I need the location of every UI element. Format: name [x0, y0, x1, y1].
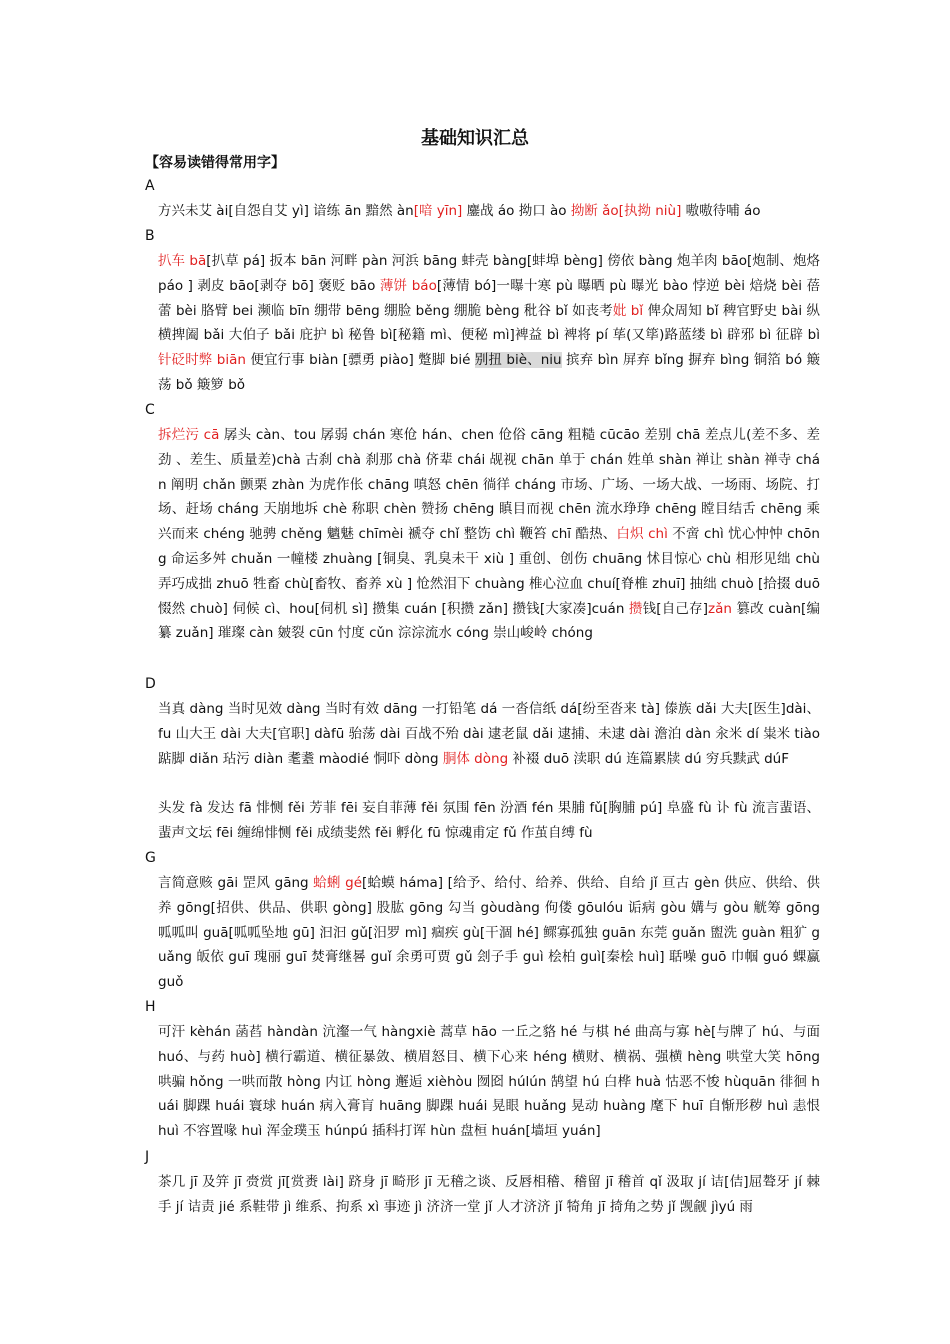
text-run: 便宜行事 biàn [骠勇 piào] 蹩脚 bié: [245, 352, 475, 369]
text-run: 孱头 càn、tou 孱弱 chán 寒伧 hán、chen 伧俗 cāng 粗糙 cūcāo 差别 chā 差点儿(差不多、差劲 、差生、质量差)chà 古刹 chà 刹那 chà 侪辈 chái 觇视 chān 单于 chán 姓单 shàn 禅让 shàn 禅寺 chán 阐明 chǎn 颤栗 zhàn 为虎作伥 chāng 嗔怒 chēn 徜徉 cháng 市场、广场、一场大战、一场雨、场院、打场、赶场 cháng 天崩地坼 chè 称职 chèn 赞扬 chēng 瞋目而视 chēn 流水琤琤 chēng 瞠目结舌 chēng 乘兴而来 chéng 驰骋 chěng 魑魅 chīmèi 褫夺 chǐ 整饬 chì 鞭笞 chī 酷热、: [158, 427, 820, 543]
section-content: [145, 871, 820, 995]
highlighted-term: 拆烂污 cā: [158, 427, 220, 443]
highlighted-term: 白炽 chì: [616, 526, 668, 543]
highlighted-term: 妣 bǐ: [612, 302, 644, 319]
text-run: 摈弃 bìn 屏弃 bǐng 摒弃 bìng 铜箔 bó 簸荡 bǒ 簸箩 bǒ: [158, 352, 821, 393]
section-content: [145, 199, 820, 224]
text-run: 嗷嗷待哺 áo: [681, 203, 761, 219]
text-run: 钱[自己存]: [642, 600, 709, 617]
highlighted-term: 针砭时弊 biān: [158, 352, 246, 369]
text-run: 不啻 chì 忧心忡忡 chōng 命运多舛 chuǎn 一幢楼 zhuàng [铜臭、乳臭未干 xiù ] 重创、创伤 chuāng 怵目惊心 chù 相形见绌 chù 弄巧成拙 zhuō 牲畜 chù[畜牧、畜养 xù ] 怆然泪下 chuàng 椎心泣血 chuí[脊椎 zhuī] 抽绌 chuò [拾掇 duō 惙然 chuò] 伺候 cì、hou[伺机 sì] 攒集 cuán [积攒 zǎn] 攒钱[大家凑]cuán: [158, 526, 820, 617]
highlighted-term: 胴体 dòng: [442, 750, 509, 767]
page-title: 基础知识汇总: [421, 128, 529, 149]
highlighted-term: [喑 yīn]: [413, 203, 463, 219]
section-letter: B: [145, 228, 155, 244]
section-content: [145, 796, 820, 846]
section-content: [145, 1170, 820, 1220]
section-j: [145, 1145, 820, 1220]
text-run: 言简意赅 gāi 罡风 gāng: [158, 875, 314, 891]
section-d: [145, 672, 820, 771]
highlighted-term: 攒: [628, 600, 643, 617]
text-run: 篡改 cuàn[编纂 zuǎn] 璀璨 càn 皴裂 cūn 忖度 cǔn 淙淙流水 cóng 崇山峻岭 chóng: [158, 600, 820, 642]
text-run: [扒草 pá] 扳本 bān 河畔 pàn 河浜 bāng 蚌壳 bàng[蚌埠 bèng] 傍依 bàng 炮羊肉 bāo[炮制、炮烙 páo ] 剥皮 bāo[剥夺 bō] 褒贬 bāo: [158, 253, 820, 294]
section-b: [145, 224, 820, 398]
section-letter: J: [145, 1149, 150, 1165]
text-run: 鏖战 áo 拗口 ào: [462, 203, 571, 219]
text-run: 俾众周知 bǐ 稗官野史 bài 纵横捭阖 bǎi 大伯子 bǎi 庇护 bì 秘鲁 bì[秘籍 mì、便秘 mì]裨益 bì 裨将 pí 荜(又筚)路蓝缕 bì 辟邪 bì 征辟 bì: [158, 302, 820, 344]
section-g: [145, 846, 820, 995]
highlighted-term: 薄饼 báo: [379, 277, 437, 294]
section-content: [145, 1020, 820, 1144]
text-run: 补裰 duō 渎职 dú 连篇累牍 dú 穷兵黩武 dúF: [508, 750, 789, 767]
section-letter: C: [145, 402, 155, 418]
shaded-term: 别扭 biè、niu: [474, 352, 562, 369]
text-run: 头发 fà 发达 fā 悱恻 fěi 芳菲 fēi 妄自菲薄 fěi 氛围 fēn 汾酒 fén 果脯 fǔ[胸脯 pú] 阜盛 fù 讣 fù 流言蜚语、蜚声文坛 fēi 缠绵悱恻 fěi 成绩斐然 fěi 孵化 fū 惊魂甫定 fǔ 作茧自缚 fù: [158, 800, 820, 841]
section-c: [145, 398, 820, 646]
section-content: [145, 423, 820, 646]
section-letter: G: [145, 850, 156, 866]
section-letter: D: [145, 676, 156, 692]
section-content: [145, 249, 820, 398]
section-a: [145, 174, 820, 224]
section-heading: 【容易读错得常用字】: [145, 155, 285, 171]
section-letter: H: [145, 999, 156, 1015]
section-f: [145, 796, 820, 846]
highlighted-term: 蛤蜊 gé: [313, 875, 363, 891]
section-letter: A: [145, 178, 155, 194]
text-run: 当真 dàng 当时见效 dàng 当时有效 dāng 一打铅笔 dá 一沓信纸 dá[纷至沓来 tà] 傣族 dǎi 大夫[医生]dài、fu 山大王 dài 大夫[官职] dàfū 骀荡 dài 百战不殆 dài 逮老鼠 dǎi 逮捕、未逮 dài 澹泊 dàn 汆米 dí 粜米 tiào 踮脚 diǎn 玷污 diàn 耄耋 màodié 恫吓 dòng: [158, 701, 820, 767]
text-run: [薄情 bó]一曝十寒 pù 曝晒 pù 曝光 bào 悖逆 bèi 焙烧 bèi 蓓蕾 bèi 胳臂 bei 濒临 bīn 绷带 bēng 绷脸 běng 绷脆 bèng 秕谷 bǐ 如丧考: [158, 277, 820, 319]
text-run: 方兴未艾 ài[自怨自艾 yì] 谙练 ān 黯然 àn: [158, 203, 414, 219]
highlighted-term: zǎn: [708, 600, 732, 617]
highlighted-term: 拗断 ǎo[执拗 niù]: [570, 203, 682, 219]
text-run: 可汗 kèhán 菡萏 hàndàn 沆瀣一气 hàngxiè 蒿草 hāo 一丘之貉 hé 与棋 hé 曲高与寡 hè[与牌了 hú、与面 huó、与药 huò] 横行霸道、横征暴敛、横眉怒目、横下心来 héng 横财、横祸、强横 hèng 哄堂大笑 hōng 哄骗 hǒng 一哄而散 hòng 内讧 hòng 邂逅 xièhòu 囫囵 húlún 鹄望 hú 白桦 huà 怙恶不悛 hùquān 徘徊 huái 脚踝 huái 寰球 huán 病入膏肓 huāng 脚踝 huái 晃眼 huǎng 晃动 huàng 麾下 huī 自惭形秽 huì 恚恨 huì 不容置喙 huì 浑金璞玉 húnpú 插科打诨 hùn 盘桓 huán[墙垣 yuán]: [158, 1024, 820, 1140]
text-run: 茶几 jī 及笄 jī 赍赏 jī[赏赉 lài] 跻身 jī 畸形 jī 无稽之谈、反唇相稽、稽留 jī 稽首 qǐ 汲取 jí 诘[佶]屈聱牙 jí 棘手 jí 诘责 jié 系鞋带 jì 维系、拘系 xì 事迹 jì 济济一堂 jǐ 人才济济 jǐ 犄角 jī 掎角之势 jǐ 觊觎 jìyú 雨: [158, 1174, 820, 1215]
section-content: [145, 697, 820, 771]
section-h: [145, 995, 820, 1144]
text-run: [蛤蟆 háma] [给予、给付、给养、供给、自给 jǐ 亘古 gèn 供应、供给、供养 gōng[招供、供品、供职 gòng] 股肱 gōng 勾当 gòudàng 佝偻 gōulóu 诟病 gòu 媾与 gòu 觥筹 gōng 呱呱叫 guā[呱呱坠地 gū] 汩汩 gǔ[汨罗 mì] 痼疾 gù[干涸 hé] 鳏寡孤独 guān 东莞 guǎn 盥洗 guàn 粗犷 guǎng 皈依 guī 瑰丽 guī 焚膏继晷 guǐ 余勇可贾 gǔ 刽子手 guì 桧柏 guì[秦桧 huì] 聒噪 guō 巾帼 guó 蜾蠃 guǒ: [158, 875, 820, 991]
highlighted-term: 扒车 bā: [158, 253, 207, 269]
